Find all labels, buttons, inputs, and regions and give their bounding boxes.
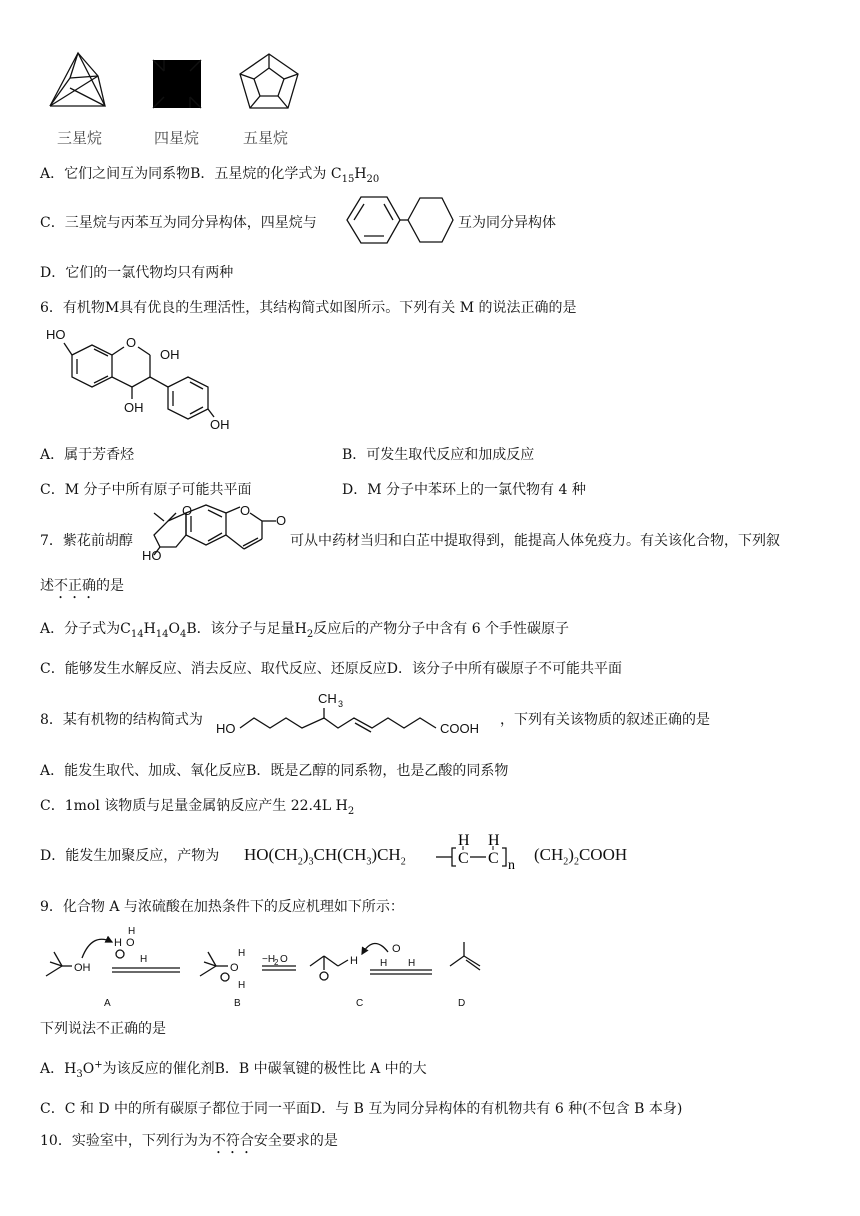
svg-text:O: O <box>280 954 288 965</box>
svg-text:H: H <box>408 958 416 969</box>
q8-option-c: C．1mol 该物质与足量金属钠反应产生 22.4L $H_2$ <box>40 798 355 817</box>
svg-text:O: O <box>230 962 239 974</box>
pentaasterane-structure <box>236 50 302 112</box>
svg-text:C: C <box>458 850 469 867</box>
q6-option-c: C．M 分子中所有原子可能共平面 <box>40 482 252 498</box>
q8-option-d-formula-right: $(CH_2)_2COOH$ <box>534 845 628 868</box>
q7-emphasis-text: 不正确 <box>54 578 96 594</box>
q10-stem: 10．实验室中，下列行为为不符合安全要求的是 <box>40 1133 338 1149</box>
svg-text:H: H <box>238 948 246 959</box>
svg-text:O: O <box>182 503 193 518</box>
q6-option-a: A．属于芳香烃 <box>40 447 135 463</box>
q7-option-b: B．该分子与足量$H_2$反应后的产物分子中含有 6 个手性碳原子 <box>186 621 570 640</box>
q7-option-c: C．能够发生水解反应、消去反应、取代反应、还原反应 <box>40 661 387 677</box>
q5-option-d: D．它们的一氯代物均只有两种 <box>40 265 234 281</box>
svg-text:OH: OH <box>124 400 144 415</box>
svg-text:HO: HO <box>216 721 236 736</box>
svg-text:O: O <box>276 513 287 528</box>
q9-options-ab <box>40 1058 427 1080</box>
svg-text:O: O <box>240 503 251 518</box>
q8-compound-structure <box>216 690 496 740</box>
q7-option-a: A．分子式为$C_{14}H_{14}O_4$ <box>40 621 187 640</box>
q7-option-d: D．该分子中所有碳原子不可能共平面 <box>386 661 622 677</box>
svg-text:A: A <box>104 998 111 1009</box>
svg-text:H: H <box>458 832 470 849</box>
svg-text:H: H <box>350 955 358 967</box>
svg-text:O: O <box>126 335 137 350</box>
q5-option-b: B．五星烷的化学式为 $C_{15}H_{20}$ <box>190 166 380 185</box>
q8-option-d-formula-left: $HO(CH_2)_3CH(CH_3)CH_2$ <box>244 845 406 868</box>
q8-options-ab <box>40 760 508 780</box>
q5-options-ab <box>40 163 379 185</box>
q7-options-ab <box>40 618 569 640</box>
q5-option-a: A．它们之间互为同系物 <box>40 166 191 182</box>
tetraasterane-structure <box>148 55 208 113</box>
columbianadin-alcohol-structure <box>140 505 290 567</box>
q9-stem: 9．化合物 A 与浓硫酸在加热条件下的反应机理如下所示： <box>40 899 404 915</box>
svg-text:3: 3 <box>338 699 344 709</box>
caption-trianglane: 三星烷 <box>57 129 103 147</box>
q9-option-b: B．B 中碳氧键的极性比 A 中的大 <box>214 1061 427 1077</box>
caption-pentaasterane: 五星烷 <box>243 129 289 147</box>
q7-stem-left: 7．紫花前胡醇 <box>40 533 133 549</box>
svg-text:H: H <box>128 926 136 937</box>
svg-text:D: D <box>458 998 466 1009</box>
svg-text:HO: HO <box>142 548 162 563</box>
q5-option-c-right: 互为同分异构体 <box>458 215 556 231</box>
svg-text:2: 2 <box>274 958 279 967</box>
q6-option-b: B．可发生取代反应和加成反应 <box>342 447 535 463</box>
svg-text:OH: OH <box>74 962 91 974</box>
q5-option-c-left: C．三星烷与丙苯互为同分异构体，四星烷与 <box>40 215 317 231</box>
q9-substem: 下列说法不正确的是 <box>40 1021 166 1037</box>
svg-text:C: C <box>488 850 499 867</box>
svg-text:O: O <box>126 937 135 949</box>
q8-option-a: A．能发生取代、加成、氧化反应 <box>40 763 247 779</box>
svg-text:H: H <box>114 937 122 949</box>
svg-text:OH: OH <box>160 347 180 362</box>
svg-text:C: C <box>356 998 364 1009</box>
q10-emphasis-text: 不符合 <box>211 1133 254 1149</box>
q7-stem-line2: 述不正确的是 <box>40 578 124 594</box>
q9-mechanism-scheme <box>40 922 490 1012</box>
q9-options-cd <box>40 1098 682 1118</box>
q6-stem: 6．有机物M具有优良的生理活性，其结构简式如图所示。下列有关 M 的说法正确的是 <box>40 300 577 316</box>
svg-text:CH: CH <box>318 691 337 706</box>
svg-text:H: H <box>238 980 246 991</box>
trianglane-structure <box>40 48 110 110</box>
svg-text:OH: OH <box>210 417 230 432</box>
svg-text:O: O <box>392 943 401 955</box>
svg-text:−H: −H <box>262 954 276 965</box>
svg-text:H: H <box>140 954 148 965</box>
q9-option-a: A．$H_3O^+$为该反应的催化剂 <box>40 1059 215 1080</box>
q8-polymer-repeat-unit <box>436 830 528 873</box>
q8-option-b: B．既是乙醇的同系物，也是乙酸的同系物 <box>246 763 509 779</box>
svg-text:H: H <box>380 958 388 969</box>
q6-option-d: D．M 分子中苯环上的一氯代物有 4 种 <box>342 482 586 498</box>
compound-m-structure <box>42 325 242 433</box>
svg-text:n: n <box>508 858 515 873</box>
q7-stem-right: 可从中药材当归和白芷中提取得到，能提高人体免疫力。有关该化合物，下列叙 <box>290 533 780 549</box>
svg-text:B: B <box>234 998 241 1009</box>
caption-tetraasterane: 四星烷 <box>154 129 200 147</box>
cyclohexylbenzene-structure <box>342 192 454 248</box>
q8-stem-right: ，下列有关该物质的叙述正确的是 <box>500 712 710 728</box>
svg-text:COOH: COOH <box>440 721 479 736</box>
q9-option-d: D．与 B 互为同分异构体的有机物共有 6 种(不包含 B 本身) <box>310 1101 683 1117</box>
q8-stem-left: 8．某有机物的结构简式为 <box>40 712 203 728</box>
q8-option-d-left: D．能发生加聚反应，产物为 <box>40 848 220 864</box>
svg-text:HO: HO <box>46 327 66 342</box>
q9-option-c: C．C 和 D 中的所有碳原子都位于同一平面 <box>40 1101 310 1117</box>
svg-text:H: H <box>488 832 500 849</box>
q7-options-cd <box>40 658 622 678</box>
